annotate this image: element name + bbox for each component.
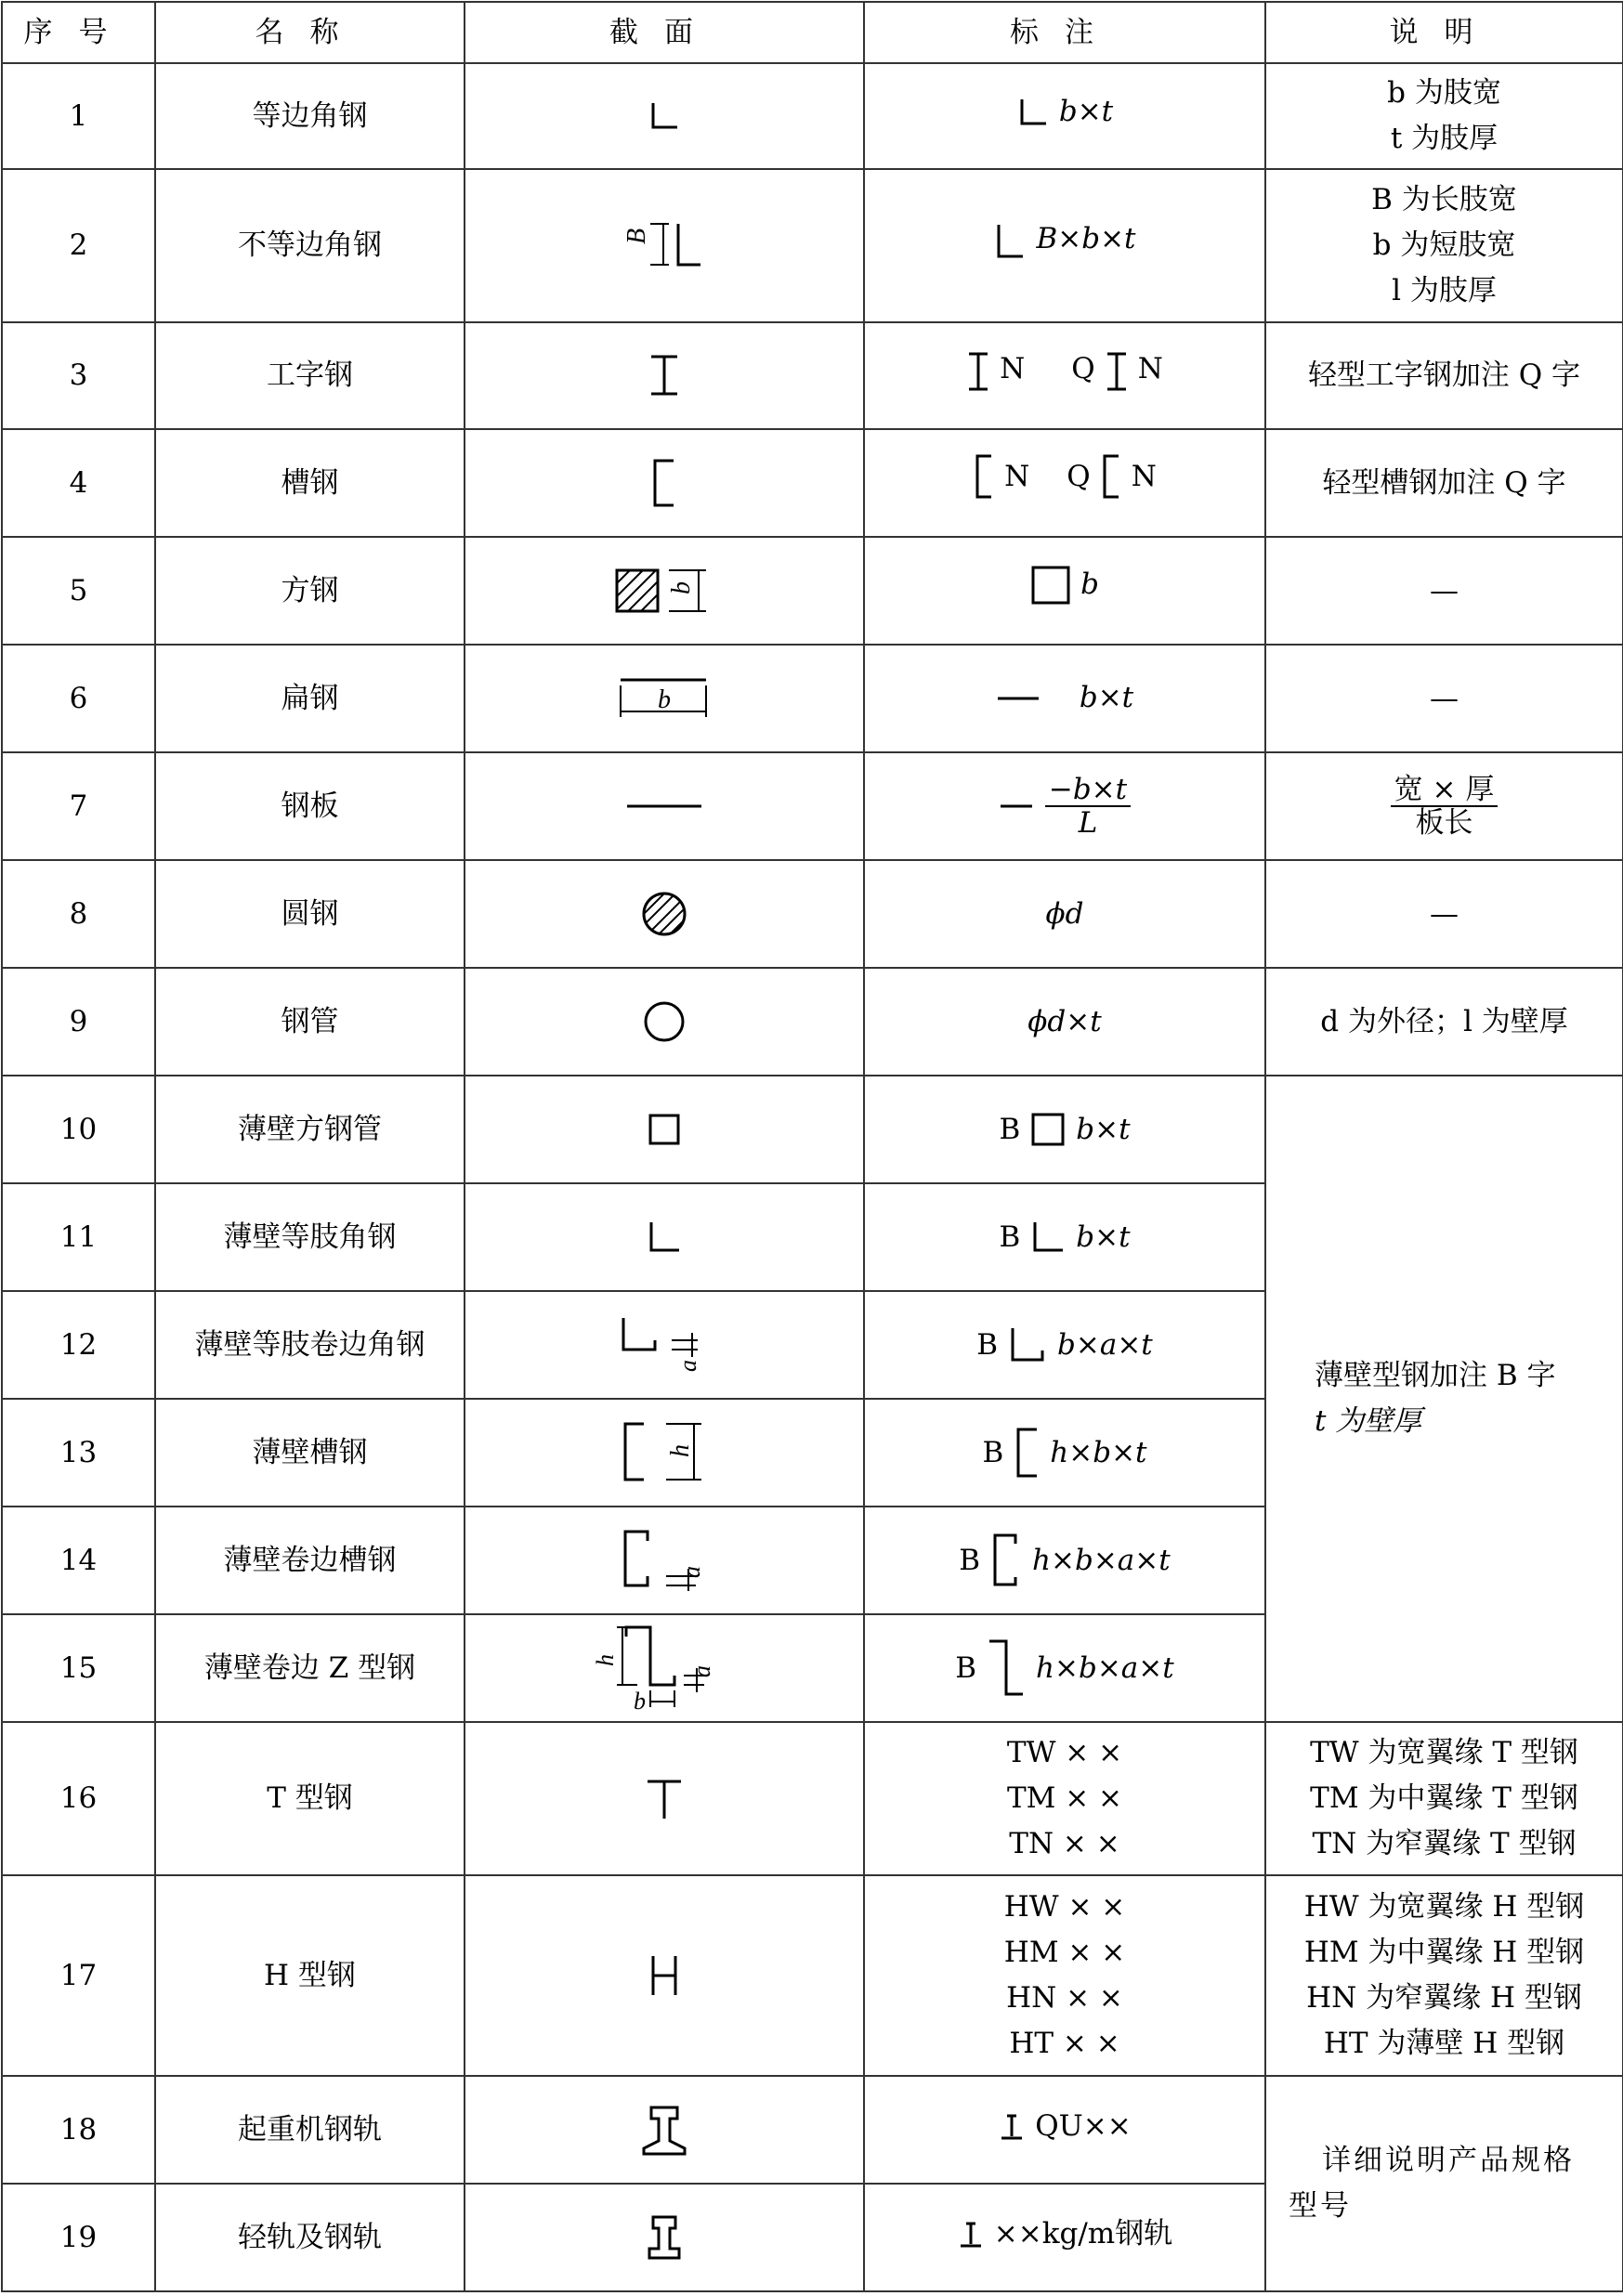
thin-angle-section-icon bbox=[646, 1219, 683, 1256]
row-name: 工字钢 bbox=[155, 322, 465, 429]
section-cell bbox=[465, 1076, 864, 1183]
light-rail-mark-icon bbox=[957, 2220, 985, 2250]
row-name: 薄壁卷边 Z 型钢 bbox=[155, 1614, 465, 1722]
desc-cell: — bbox=[1265, 860, 1623, 968]
section-label: B bbox=[622, 228, 651, 244]
table-row bbox=[2, 968, 1623, 1076]
table-row bbox=[2, 537, 1623, 645]
table-row bbox=[2, 645, 1623, 752]
section-cell bbox=[465, 1722, 864, 1875]
mark-q: Q bbox=[1071, 351, 1095, 385]
thin-lipped-angle-section-icon bbox=[618, 1314, 711, 1376]
section-label: a bbox=[678, 1566, 705, 1578]
desc-line: TN 为窄翼缘 T 型钢 bbox=[1312, 1827, 1577, 1860]
table-row bbox=[2, 1076, 1623, 1183]
mark-prefix: B bbox=[999, 1220, 1021, 1254]
desc-line: 型号 bbox=[1289, 2189, 1352, 2223]
desc-line: t 为壁厚 bbox=[1315, 1404, 1422, 1438]
mark-text: b×a×t bbox=[1057, 1327, 1153, 1362]
mark-line: HT × × bbox=[1009, 2027, 1120, 2060]
mark-text: b×t bbox=[1076, 1112, 1131, 1146]
t-section-icon bbox=[644, 1776, 685, 1822]
mark-line: HN × × bbox=[1006, 1981, 1123, 2015]
row-no: 9 bbox=[2, 968, 155, 1076]
round-bar-section-icon bbox=[640, 890, 688, 938]
row-name: 钢板 bbox=[155, 752, 465, 860]
row-no: 4 bbox=[2, 429, 155, 537]
unequal-angle-section-icon bbox=[622, 218, 706, 274]
row-name: 轻轨及钢轨 bbox=[155, 2184, 465, 2291]
mark-text: N bbox=[1004, 459, 1030, 493]
steel-section-table bbox=[1, 1, 1623, 2292]
table-row bbox=[2, 860, 1623, 968]
desc-cell: — bbox=[1265, 537, 1623, 645]
section-cell bbox=[465, 429, 864, 537]
mark-prefix: B bbox=[982, 1435, 1004, 1469]
mark-text: QU×× bbox=[1035, 2109, 1132, 2144]
mark-q: Q bbox=[1067, 459, 1091, 493]
mark-denominator: L bbox=[1078, 806, 1098, 840]
thin-channel-mark-icon bbox=[1013, 1427, 1041, 1479]
desc-line: l 为肢厚 bbox=[1392, 274, 1497, 307]
mark-cell bbox=[864, 537, 1265, 645]
row-no: 7 bbox=[2, 752, 155, 860]
section-cell bbox=[465, 1399, 864, 1507]
row-name: 槽钢 bbox=[155, 429, 465, 537]
row-name: 钢管 bbox=[155, 968, 465, 1076]
row-no: 6 bbox=[2, 645, 155, 752]
mark-cell bbox=[864, 1614, 1265, 1722]
mark-text: b bbox=[1080, 567, 1099, 602]
channel-mark-icon bbox=[973, 453, 995, 500]
section-cell bbox=[465, 860, 864, 968]
row-no: 5 bbox=[2, 537, 155, 645]
desc-cell: 轻型槽钢加注 Q 字 bbox=[1265, 429, 1623, 537]
mark-text: h×b×a×t bbox=[1036, 1650, 1174, 1685]
desc-line: b 为肢宽 bbox=[1387, 76, 1501, 110]
section-label: b bbox=[667, 581, 696, 594]
mark-cell bbox=[864, 752, 1265, 860]
table-row bbox=[2, 169, 1623, 322]
row-name: 薄壁卷边槽钢 bbox=[155, 1507, 465, 1614]
table-header-row bbox=[2, 2, 1623, 63]
square-bar-section-icon bbox=[613, 565, 715, 617]
row-no: 16 bbox=[2, 1722, 155, 1875]
table-row bbox=[2, 322, 1623, 429]
desc-line: HM 为中翼缘 H 型钢 bbox=[1303, 1936, 1585, 1969]
plate-mark-icon bbox=[999, 797, 1036, 815]
section-label: a bbox=[674, 1360, 701, 1372]
desc-line: 薄壁型钢加注 B 字 bbox=[1315, 1359, 1556, 1392]
mark-text: B×b×t bbox=[1036, 221, 1136, 255]
row-name: 圆钢 bbox=[155, 860, 465, 968]
desc-line: HT 为薄壁 H 型钢 bbox=[1323, 2027, 1565, 2060]
thin-lipped-channel-section-icon bbox=[618, 1528, 711, 1593]
square-mark-icon bbox=[1030, 565, 1071, 606]
mark-line: TW × × bbox=[1006, 1736, 1123, 1769]
thin-square-tube-mark-icon bbox=[1029, 1111, 1067, 1148]
section-cell bbox=[465, 968, 864, 1076]
row-no: 15 bbox=[2, 1614, 155, 1722]
row-name: 不等边角钢 bbox=[155, 169, 465, 322]
mark-cell bbox=[864, 2184, 1265, 2291]
equal-angle-mark-icon bbox=[1016, 96, 1050, 129]
section-cell bbox=[465, 1183, 864, 1291]
header-desc: 说明 bbox=[1265, 2, 1623, 63]
mark-cell bbox=[864, 1291, 1265, 1399]
desc-numerator: 宽 × 厚 bbox=[1391, 774, 1499, 807]
mark-cell bbox=[864, 2076, 1265, 2184]
desc-line: TW 为宽翼缘 T 型钢 bbox=[1310, 1736, 1578, 1769]
mark-cell bbox=[864, 1875, 1265, 2076]
thin-lipped-z-section-icon bbox=[592, 1624, 734, 1715]
mark-fraction bbox=[1045, 774, 1131, 839]
desc-fraction bbox=[1391, 774, 1499, 839]
i-beam-section-icon bbox=[646, 353, 683, 399]
row-name: 薄壁方钢管 bbox=[155, 1076, 465, 1183]
row-name: 起重机钢轨 bbox=[155, 2076, 465, 2184]
desc-cell: d 为外径；l 为壁厚 bbox=[1265, 968, 1623, 1076]
row-no: 3 bbox=[2, 322, 155, 429]
mark-line: HW × × bbox=[1003, 1890, 1126, 1924]
section-cell bbox=[465, 1507, 864, 1614]
table-row bbox=[2, 1875, 1623, 2076]
crane-rail-section-icon bbox=[638, 2102, 690, 2158]
h-section-icon bbox=[648, 1952, 681, 1999]
header-section: 截面 bbox=[465, 2, 864, 63]
row-no: 1 bbox=[2, 63, 155, 169]
desc-line: 详细说明产品规格 bbox=[1322, 2144, 1575, 2177]
thin-lipped-channel-mark-icon bbox=[989, 1533, 1023, 1588]
flat-bar-mark-icon bbox=[996, 689, 1042, 708]
unequal-angle-mark-icon bbox=[993, 221, 1027, 262]
mark-prefix: B bbox=[959, 1543, 981, 1577]
section-cell bbox=[465, 169, 864, 322]
row-no: 19 bbox=[2, 2184, 155, 2291]
thin-channel-section-icon bbox=[618, 1420, 711, 1485]
thin-wall-note-cell bbox=[1265, 1076, 1623, 1722]
channel-mark-icon bbox=[1100, 453, 1122, 500]
i-beam-mark-icon bbox=[966, 351, 990, 392]
mark-cell: ϕd bbox=[864, 860, 1265, 968]
mark-cell bbox=[864, 322, 1265, 429]
mark-cell bbox=[864, 1076, 1265, 1183]
row-no: 12 bbox=[2, 1291, 155, 1399]
mark-cell bbox=[864, 1399, 1265, 1507]
mark-line: TN × × bbox=[1009, 1827, 1120, 1860]
mark-text: N bbox=[1131, 459, 1157, 493]
thin-lipped-angle-mark-icon bbox=[1007, 1324, 1048, 1365]
mark-prefix: B bbox=[976, 1327, 999, 1362]
mark-cell bbox=[864, 1507, 1265, 1614]
header-no: 序号 bbox=[2, 2, 155, 63]
desc-cell: 轻型工字钢加注 Q 字 bbox=[1265, 322, 1623, 429]
row-name: 薄壁等肢卷边角钢 bbox=[155, 1291, 465, 1399]
light-rail-section-icon bbox=[642, 2211, 687, 2263]
pipe-section-icon bbox=[641, 998, 687, 1045]
desc-line: TM 为中翼缘 T 型钢 bbox=[1310, 1781, 1578, 1815]
table-row bbox=[2, 2076, 1623, 2184]
mark-text: b×t bbox=[1076, 1220, 1131, 1254]
desc-cell: — bbox=[1265, 645, 1623, 752]
mark-cell bbox=[864, 63, 1265, 169]
desc-cell bbox=[1265, 752, 1623, 860]
row-name: T 型钢 bbox=[155, 1722, 465, 1875]
crane-rail-mark-icon bbox=[998, 2112, 1026, 2142]
channel-section-icon bbox=[646, 457, 683, 509]
desc-cell bbox=[1265, 169, 1623, 322]
desc-line: HW 为宽翼缘 H 型钢 bbox=[1303, 1890, 1585, 1924]
row-no: 8 bbox=[2, 860, 155, 968]
row-no: 2 bbox=[2, 169, 155, 322]
desc-line: b 为短肢宽 bbox=[1372, 228, 1516, 262]
mark-cell bbox=[864, 429, 1265, 537]
mark-cell bbox=[864, 1183, 1265, 1291]
desc-line: t 为肢厚 bbox=[1390, 122, 1499, 155]
row-no: 17 bbox=[2, 1875, 155, 2076]
mark-prefix: B bbox=[955, 1650, 977, 1685]
section-label: b bbox=[658, 685, 671, 714]
section-cell bbox=[465, 322, 864, 429]
section-label-a: a bbox=[688, 1665, 715, 1677]
desc-line: B 为长肢宽 bbox=[1371, 183, 1517, 216]
section-label-b: b bbox=[634, 1688, 646, 1715]
row-no: 14 bbox=[2, 1507, 155, 1614]
desc-cell bbox=[1265, 1875, 1623, 2076]
mark-cell bbox=[864, 645, 1265, 752]
mark-text: N bbox=[1000, 351, 1026, 385]
mark-prefix: B bbox=[999, 1112, 1021, 1146]
thin-lipped-z-mark-icon bbox=[986, 1638, 1027, 1698]
desc-cell bbox=[1265, 63, 1623, 169]
section-cell bbox=[465, 63, 864, 169]
section-cell bbox=[465, 752, 864, 860]
section-cell bbox=[465, 1614, 864, 1722]
row-name: 薄壁等肢角钢 bbox=[155, 1183, 465, 1291]
section-cell bbox=[465, 2184, 864, 2291]
section-label: h bbox=[666, 1444, 695, 1457]
mark-text: b×t bbox=[1079, 681, 1134, 715]
row-name: 方钢 bbox=[155, 537, 465, 645]
row-name: 薄壁槽钢 bbox=[155, 1399, 465, 1507]
mark-cell: ϕd×t bbox=[864, 968, 1265, 1076]
section-cell bbox=[465, 2076, 864, 2184]
desc-denominator: 板长 bbox=[1415, 806, 1473, 840]
table-row bbox=[2, 429, 1623, 537]
i-beam-mark-icon bbox=[1105, 351, 1129, 392]
row-no: 13 bbox=[2, 1399, 155, 1507]
row-no: 10 bbox=[2, 1076, 155, 1183]
mark-text: N bbox=[1137, 351, 1163, 385]
flat-bar-section-icon bbox=[613, 672, 715, 724]
desc-cell bbox=[1265, 1722, 1623, 1875]
header-name: 名称 bbox=[155, 2, 465, 63]
mark-text: ××kg/m钢轨 bbox=[993, 2217, 1173, 2251]
row-no: 18 bbox=[2, 2076, 155, 2184]
mark-line: TM × × bbox=[1006, 1781, 1123, 1815]
thin-square-tube-section-icon bbox=[646, 1111, 683, 1148]
mark-line: HM × × bbox=[1003, 1936, 1126, 1969]
plate-section-icon bbox=[625, 797, 703, 815]
table-row bbox=[2, 63, 1623, 169]
rail-note-cell bbox=[1265, 2076, 1623, 2291]
mark-cell bbox=[864, 1722, 1265, 1875]
section-cell bbox=[465, 645, 864, 752]
row-no: 11 bbox=[2, 1183, 155, 1291]
section-cell bbox=[465, 1875, 864, 2076]
section-label-h: h bbox=[592, 1654, 619, 1666]
row-name: 扁钢 bbox=[155, 645, 465, 752]
mark-text: b×t bbox=[1058, 95, 1114, 129]
table-row bbox=[2, 1722, 1623, 1875]
equal-angle-section-icon bbox=[646, 98, 683, 135]
row-name: H 型钢 bbox=[155, 1875, 465, 2076]
mark-text: h×b×t bbox=[1050, 1435, 1147, 1469]
mark-cell bbox=[864, 169, 1265, 322]
desc-line: HN 为窄翼缘 H 型钢 bbox=[1306, 1981, 1582, 2015]
mark-text: h×b×a×t bbox=[1032, 1543, 1171, 1577]
section-cell bbox=[465, 1291, 864, 1399]
table-row bbox=[2, 752, 1623, 860]
thin-angle-mark-icon bbox=[1029, 1219, 1067, 1256]
section-cell bbox=[465, 537, 864, 645]
header-mark: 标注 bbox=[864, 2, 1265, 63]
row-name: 等边角钢 bbox=[155, 63, 465, 169]
mark-numerator: −b×t bbox=[1045, 774, 1131, 807]
